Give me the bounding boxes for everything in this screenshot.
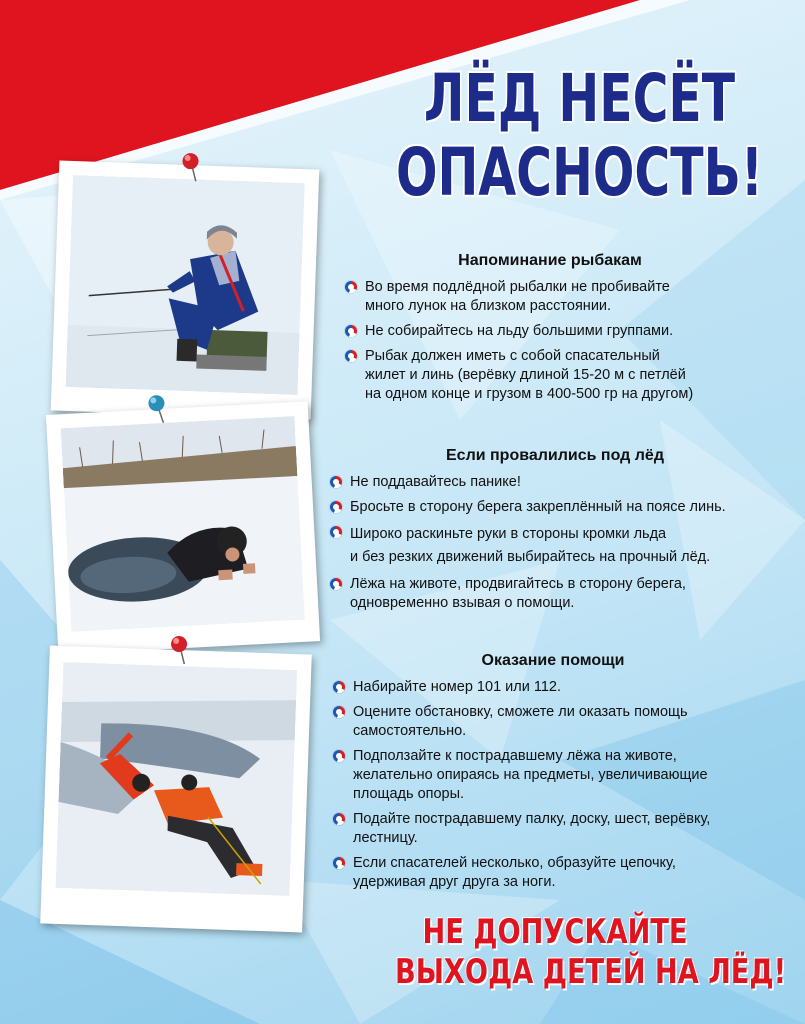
list-item: Бросьте в сторону берега закреплённый на поясе линь. [330,498,780,517]
bullet-icon [330,501,342,513]
list-item: Набирайте номер 101 или 112. [333,678,773,697]
section-fishermen-reminder [345,252,755,410]
list-item: Рыбак должен иметь с собой спасательный жилет и линь (верёвку длиной 15-20 м с петлёй на одном конце и грузом в 400-500 гр на другом) [345,347,755,404]
warning-banner [395,912,787,992]
poster-title [396,62,763,210]
bullet-icon [333,706,345,718]
blue-pushpin-icon [145,392,173,423]
photo-fisherman [51,161,320,420]
bullet-icon [330,578,342,590]
bullet-icon [333,681,345,693]
bullet-icon [333,813,345,825]
section-heading: Напоминание рыбакам [458,252,642,269]
bullet-icon [330,476,342,488]
list-item: Лёжа на животе, продвигайтесь в сторону берега, одновременно взывая о помощи. [330,575,780,613]
list-item: Не собирайтесь на льду большими группами. [345,322,755,341]
warning-line-2: ВЫХОДА ДЕТЕЙ НА ЛЁД! [395,952,787,992]
bullet-icon [345,350,357,362]
bullet-icon [330,526,342,538]
title-line-2: ОПАСНОСТЬ! [395,134,763,211]
title-line-1: ЛЁД НЕСЁТ [423,60,736,137]
bullet-icon [333,857,345,869]
red-pushpin-icon [179,151,206,182]
section-providing-help [333,652,773,898]
bullet-icon [345,281,357,293]
red-pushpin-icon [167,634,194,665]
list-item: Подайте пострадавшему палку, доску, шест, верёвку, лестницу. [333,810,773,848]
photo-rescue [40,646,312,933]
warning-line-1: НЕ ДОПУСКАЙТЕ [422,912,688,952]
list-item: Подползайте к пострадавшему лёжа на животе, желательно опираясь на предметы, увеличивающие площадь опоры. [333,747,773,804]
photo-fallen-through-ice [46,401,320,654]
section-heading: Если провалились под лёд [446,447,664,464]
list-item: Не поддавайтесь панике! [330,473,780,492]
list-item: Оцените обстановку, сможете ли оказать помощь самостоятельно. [333,703,773,741]
section-heading: Оказание помощи [481,652,625,669]
bullet-icon [345,325,357,337]
list-item: Если спасателей несколько, образуйте цепочку, удерживая друг друга за ноги. [333,854,773,892]
list-item: Во время подлёдной рыбалки не пробивайте много лунок на близком расстоянии. [345,278,755,316]
bullet-icon [333,750,345,762]
section-fell-through-ice [330,447,780,619]
list-item: Широко раскиньте руки в стороны кромки льда и без резких движений выбирайтесь на прочный лёд. [330,523,780,569]
